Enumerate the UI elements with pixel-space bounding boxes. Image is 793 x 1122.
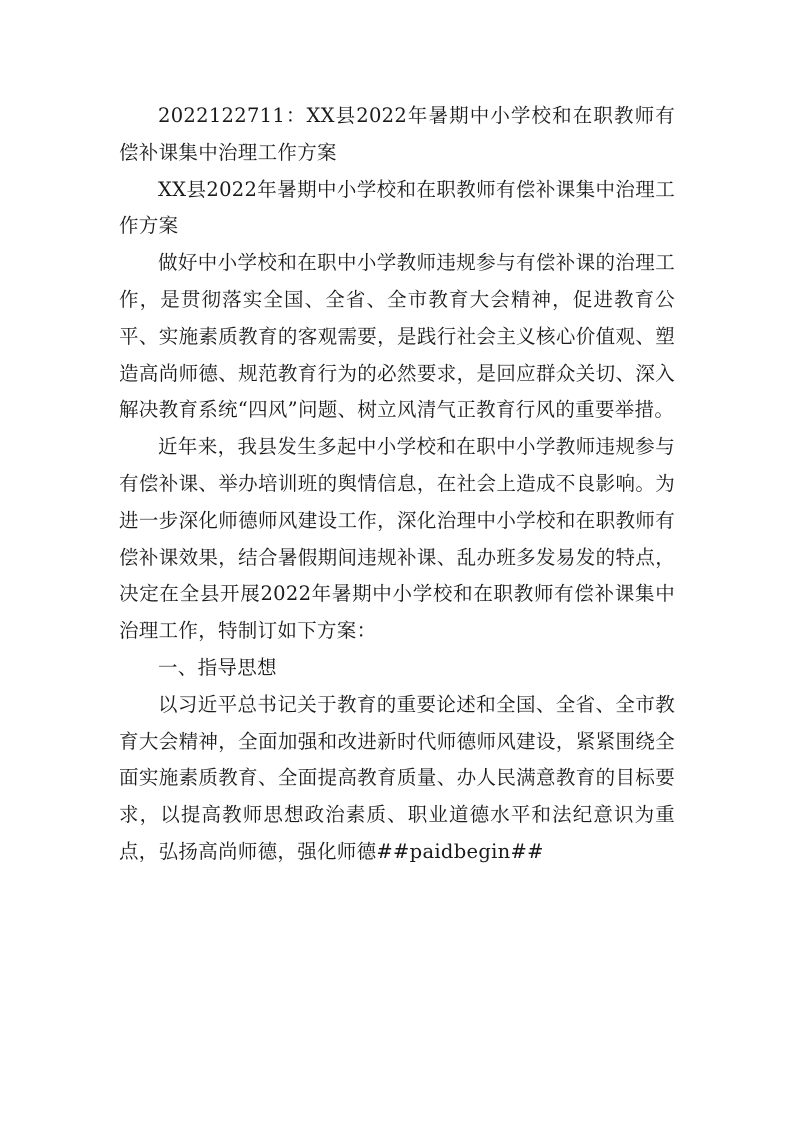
document-title: 2022122711：XX县2022年暑期中小学校和在职教师有偿补课集中治理工作方案 [119,104,675,164]
section-heading-guiding-ideology: 一、指导思想 [158,655,277,679]
document-subtitle: XX县2022年暑期中小学校和在职教师有偿补课集中治理工作方案 [119,177,675,238]
background-paragraph: 近年来，我县发生多起中小学校和在职中小学教师违规参与有偿补课、举办培训班的舆情信息，在社会上造成不良影响。为进一步深化师德师风建设工作，深化治理中小学校和在职教师有偿补课效果，结合暑假期间违规补课、乱办班多发易发的特点，决定在全县开展2022年暑期中小学校和在职教师有偿补课集中治理工作，特制订如下方案： [119,435,675,643]
document-body [119,98,675,871]
intro-paragraph: 做好中小学校和在职中小学教师违规参与有偿补课的治理工作，是贯彻落实全国、全省、全市教育大会精神，促进教育公平、实施素质教育的客观需要，是践行社会主义核心价值观、塑造高尚师德、规范教育行为的必然要求，是回应群众关切、深入解决教育系统“四风”问题、树立风清气正教育行风的重要举措。 [119,251,675,422]
guiding-ideology-paragraph: 以习近平总书记关于教育的重要论述和全国、全省、全市教育大会精神，全面加强和改进新时代师德师风建设，紧紧围绕全面实施素质教育、全面提高教育质量、办人民满意教育的目标要求，以提高教师思想政治素质、职业道德水平和法纪意识为重点，弘扬高尚师德，强化师德##paidbegin## [119,692,675,863]
